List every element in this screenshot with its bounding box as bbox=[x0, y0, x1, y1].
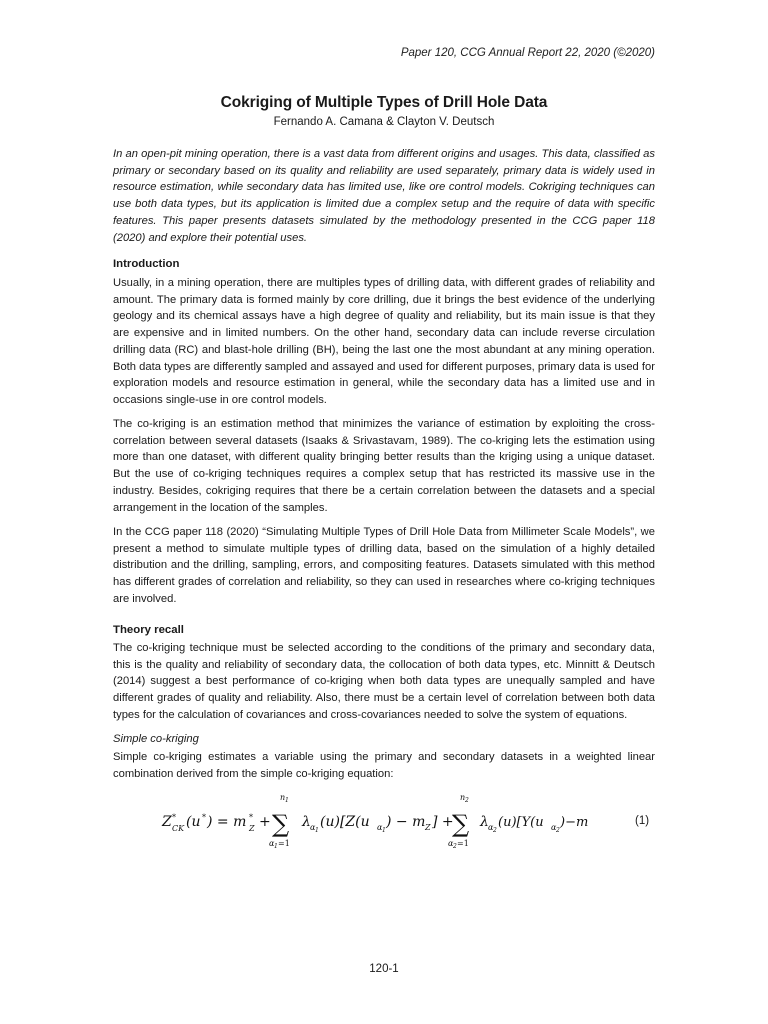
svg-text:Z: Z bbox=[425, 823, 431, 832]
svg-text:2: 2 bbox=[556, 827, 560, 834]
section-heading-introduction: Introduction bbox=[113, 258, 180, 270]
section-heading-theory-recall: Theory recall bbox=[113, 624, 184, 636]
svg-text:λ: λ bbox=[302, 814, 311, 830]
svg-text:=1: =1 bbox=[278, 839, 290, 848]
svg-text:(u)[Z(u: (u)[Z(u bbox=[320, 814, 370, 830]
svg-text:+: + bbox=[259, 814, 271, 830]
svg-text:*: * bbox=[249, 813, 253, 822]
citation: Paper 120, CCG Annual Report 22, 2020 (©2020) bbox=[400, 47, 655, 59]
page-number: 120-1 bbox=[369, 963, 399, 975]
svg-text:α: α bbox=[448, 839, 454, 848]
subsection-heading-simple-cokriging: Simple co-kriging bbox=[113, 733, 199, 745]
svg-text:Z: Z bbox=[162, 814, 172, 830]
paper-title: Cokriging of Multiple Types of Drill Hole Data bbox=[220, 94, 548, 111]
svg-text:1: 1 bbox=[382, 827, 386, 834]
paragraph: Usually, in a mining operation, there are multiples types of drilling data, with different grades of reliability and amount. The primary data is formed mainly by core drilling, due it brings the best evidence of the underlying geology and its chemical assays have a high degree of quality and reliability, but its main issue is that they are expensive and in limited numbers. On the other hand, secondary data can include reverse circulation drilling data (RC) and blast-hole drilling (BH), being the last one the most abundant at any mining operation. Both data types are differently sampled and assayed and used for different purposes, primary data is used for exploration models and resource estimation in general, while the secondary data has a limited use and in occasions single-use in ore control models. bbox=[113, 277, 655, 406]
paragraph: In the CCG paper 118 (2020) “Simulating Multiple Types of Drill Hole Data from Millimeter Scale Models”, we present a method to simulate multiple types of drilling data, based on the simulation of a highly detailed distribution and the drilling, sampling, errors, and compositing features. Datasets simulated with this method has different grades of correlation and reliability, so they can used in researches where co-kriging techniques are involved. bbox=[113, 526, 655, 605]
svg-text:)−m: )−m bbox=[560, 815, 589, 830]
svg-text:(u)[Y(u: (u)[Y(u bbox=[498, 815, 544, 830]
svg-text:n: n bbox=[460, 793, 466, 802]
svg-text:∑: ∑ bbox=[272, 810, 290, 838]
paragraph: The co-kriging is an estimation method that minimizes the variance of estimation by exploiting the cross-correlation between several datasets (Isaaks & Srivastavam, 1989). The co-kriging lets the estimation using more than one dataset, with different quality bringing better results than the kriging using a unique dataset. But the use of co-kriging techniques requires a complex setup that has restricted its massive use in the industry. Besides, cokriging requires that there be a certain correlation between the datasets and a special arrangement in the location of the samples. bbox=[113, 418, 655, 514]
svg-text:(u: (u bbox=[186, 814, 201, 830]
svg-text:1: 1 bbox=[274, 843, 278, 850]
svg-text:α: α bbox=[269, 839, 275, 848]
svg-text:) − m: ) − m bbox=[386, 814, 426, 830]
svg-text:*: * bbox=[202, 813, 206, 822]
svg-text:α: α bbox=[488, 823, 494, 832]
svg-text:α: α bbox=[551, 823, 557, 832]
equation-number: (1) bbox=[635, 815, 650, 827]
svg-text:n: n bbox=[280, 793, 286, 802]
running-header bbox=[401, 47, 655, 59]
svg-text:) = m: ) = m bbox=[207, 814, 247, 830]
svg-text:1: 1 bbox=[285, 797, 289, 804]
svg-text:Z: Z bbox=[249, 824, 255, 833]
svg-text:*: * bbox=[172, 813, 176, 822]
paragraph: Simple co-kriging estimates a variable using the primary and secondary datasets in a weighted linear combination derived from the simple co-kriging equation: bbox=[113, 751, 655, 780]
svg-text:2: 2 bbox=[453, 843, 457, 850]
authors: Fernando A. Camana & Clayton V. Deutsch bbox=[273, 116, 495, 128]
equation-simple-cokriging bbox=[162, 790, 589, 850]
svg-text:CK: CK bbox=[172, 824, 185, 833]
svg-text:=1: =1 bbox=[457, 839, 469, 848]
svg-text:α: α bbox=[310, 823, 316, 832]
svg-text:1: 1 bbox=[315, 827, 319, 834]
svg-text:2: 2 bbox=[465, 797, 469, 804]
svg-text:2: 2 bbox=[493, 827, 497, 834]
svg-text:] +: ] + bbox=[432, 814, 454, 830]
paragraph: The co-kriging technique must be selected according to the conditions of the primary and secondary data, this is the quality and reliability of secondary data, the collocation of both data types, etc. Minnitt & Deutsch (2014) suggest a best performance of co-kriging when both data types are unequally sampled and have different grades of quality and reliability. Also, there must be a certain level of correlation between both data types for the calculation of covariances and cross-covariances needed to solve the system of equations. bbox=[113, 642, 655, 721]
abstract: In an open-pit mining operation, there is a vast data from different origins and usages. This data, classified as primary or secondary based on its quality and reliability are used separately, primary data is widely used in resource estimation, while secondary data has limited use, like ore control models. Cokriging techniques can use both data types, but its application is limited due a complex setup and the require of data with specific features. This paper presents datasets simulated by the methodology presented in the CCG paper 118 (2020) and explore their potential uses. bbox=[113, 148, 655, 244]
svg-text:α: α bbox=[377, 823, 383, 832]
svg-text:λ: λ bbox=[480, 814, 489, 830]
svg-text:∑: ∑ bbox=[452, 810, 470, 838]
